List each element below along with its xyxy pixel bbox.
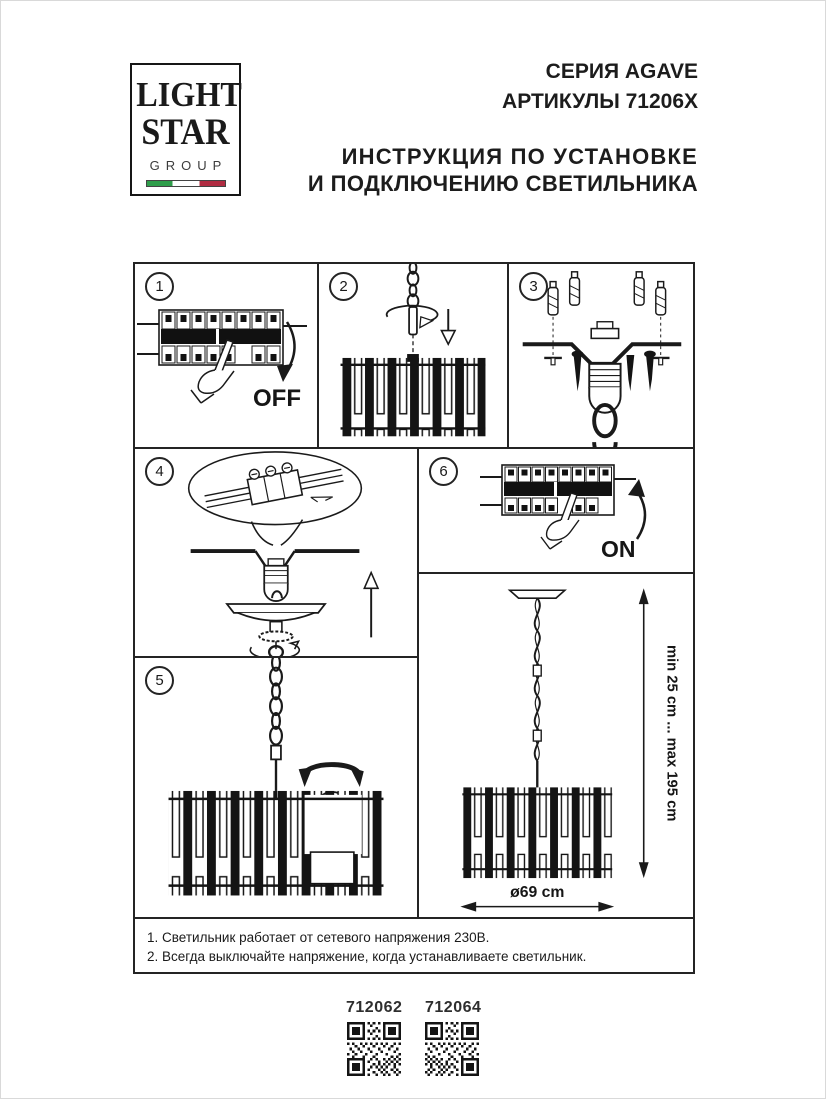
step-panel-6 bbox=[417, 447, 695, 574]
step-number-5: 5 bbox=[145, 666, 174, 695]
instruction-title-line1: ИНСТРУКЦИЯ ПО УСТАНОВКЕ bbox=[341, 144, 698, 169]
articles-title: АРТИКУЛЫ 71206X bbox=[502, 90, 698, 113]
logo-word-group: GROUP bbox=[149, 158, 228, 173]
step-number-3: 3 bbox=[519, 272, 548, 301]
step-panel-1 bbox=[133, 262, 319, 449]
safety-notes bbox=[133, 917, 695, 974]
note-line-1: 1. Светильник работает от сетевого напряжения 230В. bbox=[147, 930, 490, 945]
step-panel-2 bbox=[317, 262, 509, 449]
step-number-4: 4 bbox=[145, 457, 174, 486]
document-header bbox=[308, 60, 698, 196]
circuit-breaker-icon bbox=[480, 465, 636, 515]
step-number-2: 2 bbox=[329, 272, 358, 301]
qr-code-712062 bbox=[347, 1022, 401, 1076]
logo-word-light: LIGHT bbox=[136, 75, 242, 114]
logo-word-star: STAR bbox=[141, 112, 230, 153]
hook-icon bbox=[264, 559, 288, 601]
mounting-bracket-icon bbox=[523, 344, 682, 364]
article-code-712062: 712062 bbox=[346, 999, 403, 1016]
chain-icon bbox=[533, 598, 541, 787]
chain-icon bbox=[270, 658, 282, 745]
lock-nut-icon bbox=[259, 631, 292, 641]
series-title: СЕРИЯ AGAVE bbox=[545, 60, 698, 83]
crystal-drum-icon bbox=[341, 358, 486, 436]
dimensions-panel bbox=[417, 572, 695, 919]
crystal-drum-icon bbox=[462, 787, 612, 878]
diameter-dimension-arrow bbox=[460, 902, 614, 912]
rotate-arrow-icon bbox=[299, 765, 364, 787]
note-line-2: 2. Всегда выключайте напряжение, когда устанавливаете светильник. bbox=[147, 949, 587, 964]
step-number-1: 1 bbox=[145, 272, 174, 301]
step-panel-3 bbox=[507, 262, 695, 449]
lightstar-logo bbox=[130, 63, 241, 196]
up-arrow-icon bbox=[364, 573, 378, 638]
step-panel-4 bbox=[133, 447, 419, 658]
off-label: OFF bbox=[253, 385, 301, 412]
height-range-label: min 25 cm ... max 195 cm bbox=[663, 644, 680, 822]
article-code-712064: 712064 bbox=[425, 999, 482, 1016]
wiring-canopy-diagram bbox=[135, 449, 417, 656]
dimensions-diagram bbox=[419, 574, 693, 917]
step-panel-5 bbox=[133, 656, 419, 919]
italian-flag-bar bbox=[146, 180, 226, 187]
qr-code-712064 bbox=[425, 1022, 479, 1076]
height-dimension-arrow bbox=[639, 588, 649, 878]
step-number-6: 6 bbox=[429, 457, 458, 486]
on-label: ON bbox=[601, 536, 636, 562]
down-arrow-icon bbox=[441, 309, 455, 344]
wall-anchor-icons bbox=[548, 272, 665, 315]
instruction-title-line2: И ПОДКЛЮЧЕНИЮ СВЕТИЛЬНИКА bbox=[307, 171, 698, 196]
canopy-icon bbox=[227, 604, 325, 656]
turn-up-arrow-icon bbox=[628, 479, 645, 539]
rotate-arrow-icon bbox=[250, 641, 299, 656]
bulb-install-diagram bbox=[135, 658, 417, 917]
chain-icon bbox=[408, 264, 419, 308]
ceiling-canopy-icon bbox=[510, 590, 565, 598]
crystal-drum-icon bbox=[169, 791, 384, 896]
breaker-on-diagram bbox=[419, 449, 693, 572]
diameter-label: ø69 cm bbox=[510, 883, 565, 901]
